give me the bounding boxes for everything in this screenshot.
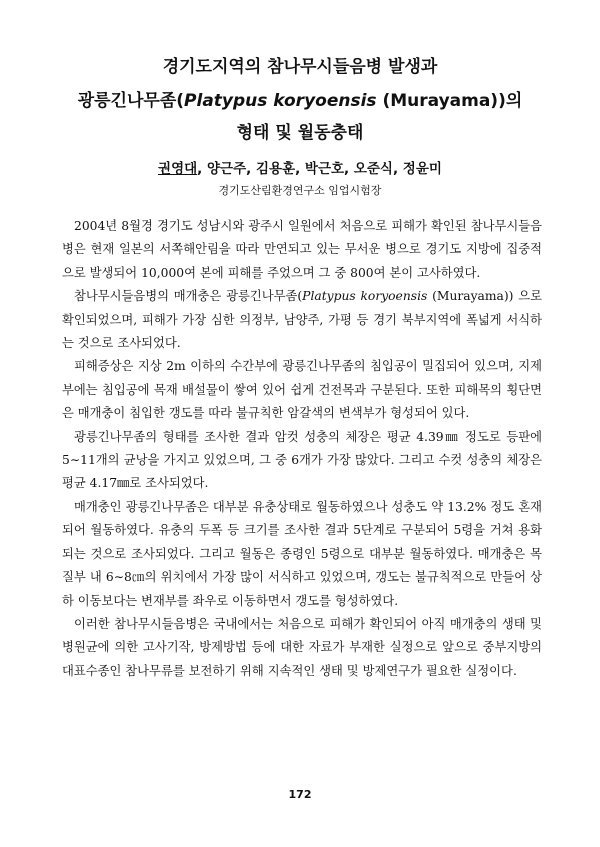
paragraph-3: 피해증상은 지상 2m 이하의 수간부에 광릉긴나무좀의 침입공이 밀집되어 있으며, 지제부에는 침입공에 목재 배설물이 쌓여 있어 쉽게 건전목과 구분된다. 또한 피해목의 횡단면은 매개충이 침입한 갱도를 따라 불규칙한 암갈색의 변색부가 형성되어 있다. <box>62 359 542 421</box>
title-line-2-pre: 광릉긴나무좀( <box>77 91 185 111</box>
paragraph-2 <box>62 285 542 355</box>
paragraph-5: 매개충인 광릉긴나무좀은 대부분 유충상태로 월동하였으나 성충도 약 13.2% 정도 혼재되어 월동하였다. 유충의 두폭 등 크기를 조사한 결과 5단계로 구분되어 5령을 거쳐 용화되는 것으로 조사되었다. 그리고 월동은 종령인 5령으로 대부분 월동하였다. 매개충은 목질부 내 6∼8㎝의 위치에서 가장 많이 서식하고 있었으며, 갱도는 불규칙적으로 만들어 상하 이동보다는 변재부를 좌우로 이동하면서 갱도를 형성하였다. <box>62 499 542 608</box>
author-list <box>40 157 560 177</box>
page-number: 172 <box>288 788 312 801</box>
paragraph-1: 2004년 8월경 경기도 성남시와 광주시 일원에서 처음으로 피해가 확인된 참나무시들음병은 현재 일본의 서쪽해안림을 따라 만연되고 있는 무서운 병으로 경기도 지방에 집중적으로 발생되어 10,000여 본에 피해를 주었으며 그 중 800여 본이 고사하였다. <box>62 219 542 280</box>
title-line-3: 형태 및 월동충태 <box>236 123 364 143</box>
paragraph-2-pre: 참나무시들음병의 매개충은 광릉긴나무좀( <box>74 289 303 304</box>
co-authors: , 양근주, 김용훈, 박근호, 오준식, 정윤미 <box>197 161 442 177</box>
paragraph-6: 이러한 참나무시들음병은 국내에서는 처음으로 피해가 확인되어 아직 매개충의 생태 및 병원균에 의한 고사기작, 방제방법 등에 대한 자료가 부재한 실정으로 앞으로 중부지방의 대표수종인 참나무류를 보전하기 위해 지속적인 생태 및 방제연구가 필요한 실정이다. <box>62 616 542 678</box>
affiliation: 경기도산림환경연구소 임업시험장 <box>218 184 382 197</box>
paragraph-2-species: Platypus koryoensis <box>302 289 428 304</box>
paragraph-2-post: (Murayama)) 으로 확인되었으며, 피해가 가장 심한 의정부, 남양주, 가평 등 경기 북부지역에 폭넓게 서식하는 것으로 조사되었다. <box>62 289 542 351</box>
abstract-body <box>62 215 542 683</box>
title-line-2-post: (Murayama))의 <box>376 91 523 111</box>
title-line-1: 경기도지역의 참나무시들음병 발생과 <box>162 57 438 77</box>
title-line-2 <box>40 86 560 111</box>
title-species-name: Platypus koryoensis <box>184 91 377 111</box>
paragraph-4: 광릉긴나무좀의 형태를 조사한 결과 암컷 성충의 체장은 평균 4.39㎜ 정도로 등판에 5∼11개의 균낭을 가지고 있었으며, 그 중 6개가 가장 많았다. 그리고 수컷 성충의 체장은 평균 4.17㎜로 조사되었다. <box>62 429 542 491</box>
presenting-author: 권영대 <box>158 161 198 177</box>
